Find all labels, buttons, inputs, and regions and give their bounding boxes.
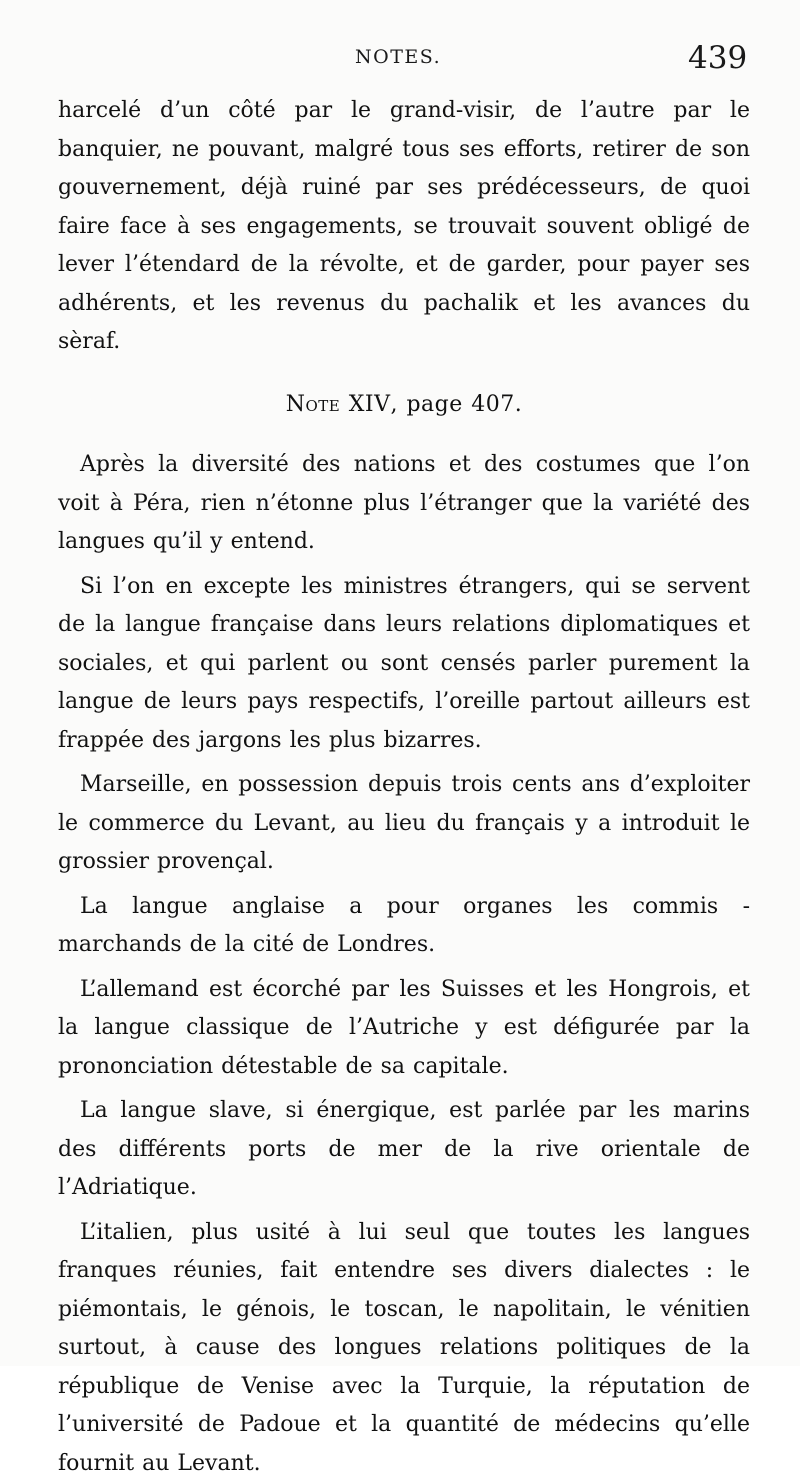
- paragraph-marseille: Marseille, en possession depuis trois cents ans d’exploiter le commerce du Levant, au lieu du français y a introduit le grossier provençal.: [58, 766, 750, 882]
- paragraph-german: L’allemand est écorché par les Suisses et les Hongrois, et la langue classique de l’Autriche y est défigurée par la prononciation détestable de sa capitale.: [58, 971, 750, 1087]
- paragraph-english: La langue anglaise a pour organes les commis - marchands de la cité de Londres.: [58, 888, 750, 965]
- paragraph-ministers: Si l’on en excepte les ministres étrangers, qui se servent de la langue française dans leurs relations diplomatiques et sociales, et qui parlent ou sont censés parler purement la langue de leurs pays respectifs, l’oreille partout ailleurs est frappée des jargons les plus bizarres.: [58, 568, 750, 761]
- note-heading: [58, 386, 750, 425]
- body-text: [58, 92, 750, 1483]
- paragraph-italian: L’italien, plus usité à lui seul que toutes les langues franques réunies, fait entendre ses divers dialectes : le piémontais, le génois, le toscan, le napolitain, le vénitien surtout, à cause des longues relations politiques de la république de Venise avec la Turquie, la réputation de l’université de Padoue et la quantité de médecins qu’elle fournit au Levant.: [58, 1214, 750, 1483]
- note-page-reference: , page 407.: [390, 392, 522, 417]
- note-label: Note XIV: [286, 392, 391, 417]
- paragraph-slavic: La langue slave, si énergique, est parlée par les marins des différents ports de mer de la rive orientale de l’Adriatique.: [58, 1092, 750, 1208]
- running-head: NOTES.: [355, 46, 441, 68]
- continuation-paragraph: harcelé d’un côté par le grand-visir, de l’autre par le banquier, ne pouvant, malgré tous ses efforts, retirer de son gouvernement, déjà ruiné par ses prédécesseurs, de quoi faire face à ses engagements, se trouvait souvent obligé de lever l’étendard de la révolte, et de garder, pour payer ses adhérents, et les revenus du pachalik et les avances du sèraf.: [58, 92, 750, 362]
- page-number: 439: [688, 40, 747, 76]
- paragraph-pera: Après la diversité des nations et des costumes que l’on voit à Péra, rien n’étonne plus l’étranger que la variété des langues qu’il y entend.: [58, 446, 750, 562]
